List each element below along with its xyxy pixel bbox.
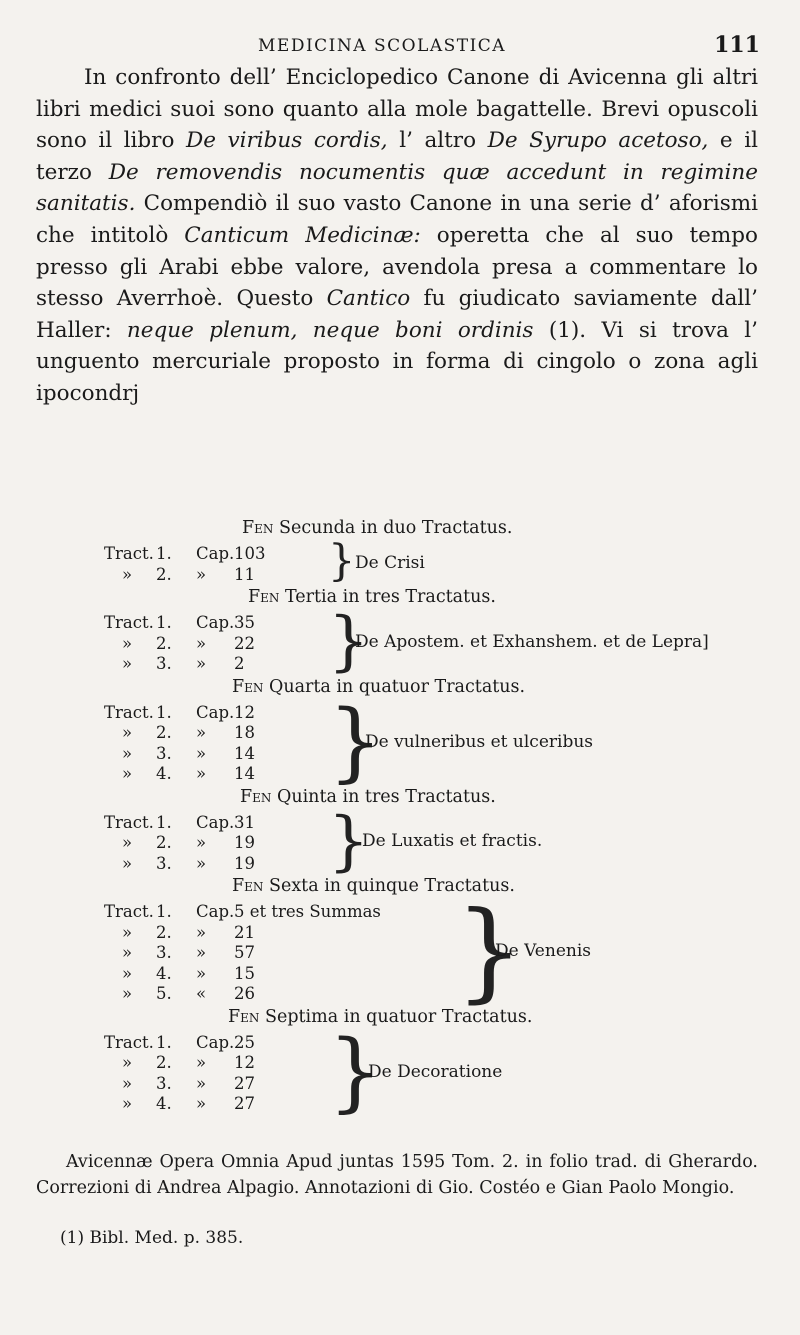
fen-title-text: Quinta in tres Tractatus. (271, 786, 496, 807)
fen-topic: De Decoratione (368, 1061, 503, 1082)
fen-title-text: Sexta in quinque Tractatus. (263, 876, 515, 896)
tract-number: 5. (156, 984, 172, 1003)
cap-label: » (196, 564, 207, 584)
tractatus-row (122, 764, 255, 783)
text-segment: e il terzo (36, 128, 758, 185)
fen-word: Fen (240, 786, 272, 807)
tract-label: Tract. (104, 702, 154, 722)
fen-title-text: Septima in quatuor Tractatus. (259, 1006, 533, 1027)
cap-label: » (196, 943, 207, 962)
edition-note-text: Avicennæ Opera Omnia Apud juntas 1595 Tom. 2. in folio trad. di Gherardo. Correzioni di Andrea Alpagio. Annotazioni di Gio. Costéo e Gian Paolo Mongio. (36, 1152, 758, 1198)
curly-brace-icon: } (328, 803, 370, 879)
cap-label: Cap. (196, 544, 235, 563)
haller-quotation: neque plenum, neque boni ordinis (126, 317, 534, 343)
cap-count: 31 (234, 812, 255, 832)
tract-number: 3. (156, 1073, 172, 1093)
cap-count: 25 (234, 1032, 255, 1052)
cap-count: 2 (234, 654, 245, 673)
cap-count: 14 (234, 764, 255, 783)
cap-label: » (196, 833, 207, 852)
fen-topic: De Luxatis et fractis. (362, 831, 543, 852)
cap-label: » (196, 764, 207, 783)
cap-count: 14 (234, 743, 255, 763)
cap-count: 18 (234, 723, 255, 742)
tract-number: 4. (156, 963, 172, 983)
tract-label: » (122, 1053, 133, 1072)
tract-label: Tract. (104, 812, 154, 832)
text-segment: In confronto dell’ Enciclopedico Canone di Avicenna gli altri libri medici suoi sono quanto alla mole bagattelle. Brevi opuscoli sono il libro (36, 65, 758, 154)
tractatus-row (104, 902, 381, 921)
cap-count: 12 (234, 702, 255, 722)
tract-label: » (122, 1073, 133, 1093)
tract-number: 3. (156, 943, 172, 962)
curly-brace-icon: } (328, 1021, 383, 1122)
tract-label: » (122, 764, 133, 783)
cap-count: 15 (234, 963, 255, 983)
cap-label: « (196, 984, 207, 1003)
cap-count: 35 (234, 613, 255, 632)
tract-number: 1. (156, 702, 172, 722)
tractatus-row (104, 1033, 255, 1052)
curly-brace-icon: } (328, 691, 383, 792)
cap-count: 22 (234, 633, 255, 653)
cap-count: 19 (234, 833, 255, 852)
fen-word: Fen (248, 587, 280, 607)
fen-topic: De Venenis (495, 941, 591, 962)
tract-label: » (122, 654, 133, 673)
tract-number: 1. (156, 812, 172, 832)
cap-label: » (196, 1073, 207, 1093)
text-segment: fu giudicato saviamente dall’ Haller: (36, 286, 758, 343)
tractatus-row (122, 723, 255, 742)
cap-count: 12 (234, 1053, 255, 1072)
tractatus-row (122, 634, 255, 653)
tract-number: 2. (156, 833, 172, 852)
curly-brace-icon: } (455, 889, 524, 1014)
running-title: MEDICINA SCOLASTICA (258, 36, 507, 56)
tract-label: » (122, 633, 133, 653)
tract-label: Tract. (104, 544, 154, 563)
cap-count: 19 (234, 853, 255, 873)
fen-word: Fen (232, 876, 264, 896)
tract-label: Tract. (104, 613, 154, 632)
page-number: 111 (714, 32, 760, 58)
tract-label: » (122, 922, 133, 942)
cap-count: 26 (234, 984, 255, 1003)
tract-label: » (122, 564, 133, 584)
cap-label: » (196, 654, 207, 673)
cap-label: » (196, 922, 207, 942)
tract-label: » (122, 984, 133, 1003)
tract-number: 2. (156, 633, 172, 653)
tractatus-row (104, 813, 255, 832)
tractatus-row (104, 703, 255, 722)
title-cantico: Cantico (326, 286, 411, 312)
cap-count: 27 (234, 1094, 255, 1113)
cap-label: » (196, 723, 207, 742)
cap-label: Cap. (196, 812, 235, 832)
title-de-removendis: De removendis nocumentis quæ accedunt in regimine sanitatis. (36, 159, 758, 217)
tractatus-row (122, 1074, 255, 1093)
text-segment: operetta che al suo tempo presso gli Arabi ebbe valore, avendola presa a commentare lo stesso Averrhoè. Questo (36, 222, 758, 312)
tractatus-row (122, 833, 255, 852)
tractatus-row (104, 613, 255, 632)
title-canticum-medicinae: Canticum Medicinæ: (184, 222, 421, 248)
tract-number: 1. (156, 613, 172, 632)
fen-word: Fen (232, 676, 264, 697)
fen-title-text: Quarta in quatuor Tractatus. (263, 676, 526, 697)
fen-title-text: Tertia in tres Tractatus. (279, 587, 496, 607)
tractatus-row (122, 943, 255, 962)
cap-label: » (196, 1053, 207, 1072)
tract-number: 2. (156, 1053, 172, 1072)
curly-brace-icon: } (328, 536, 356, 586)
tract-number: 4. (156, 764, 172, 783)
text-segment: (1). Vi si trova l’ unguento mercuriale proposto in forma di cingolo o zona agli ipocondrj (36, 317, 758, 406)
tract-number: 3. (156, 853, 172, 873)
cap-count: 11 (234, 564, 255, 584)
cap-label: » (196, 963, 207, 983)
tract-label: » (122, 963, 133, 983)
edition-note (36, 1150, 758, 1201)
tractatus-row (122, 964, 255, 983)
tractatus-row (122, 1094, 255, 1113)
fen-title-text: Secunda in duo Tractatus. (273, 518, 513, 538)
tractatus-row (122, 854, 255, 873)
tractatus-row (104, 544, 266, 563)
cap-label: » (196, 743, 207, 763)
title-de-viribus-cordis: De viribus cordis, (185, 128, 388, 154)
tract-number: 1. (156, 902, 172, 921)
tract-number: 3. (156, 743, 172, 763)
tract-number: 2. (156, 922, 172, 942)
tract-label: » (122, 853, 133, 873)
tract-number: 1. (156, 1032, 172, 1052)
fen-title (242, 518, 512, 538)
title-de-syrupo-acetoso: De Syrupo acetoso, (487, 128, 709, 154)
tract-number: 4. (156, 1094, 172, 1113)
fen-word: Fen (242, 518, 274, 538)
cap-count: 103 (234, 544, 266, 563)
cap-label: Cap. (196, 1032, 235, 1052)
cap-label: Cap. (196, 613, 235, 632)
footnote: (1) Bibl. Med. p. 385. (60, 1228, 244, 1248)
tract-number: 3. (156, 654, 172, 673)
fen-word: Fen (228, 1006, 260, 1027)
tract-label: Tract. (104, 1032, 154, 1052)
cap-label: » (196, 633, 207, 653)
fen-topic: De Apostem. et Exhanshem. et de Lepra] (355, 631, 709, 652)
text-segment: Compendiò il suo vasto Canone in una serie d’ aforismi che intitolò (36, 191, 758, 248)
tract-number: 1. (156, 544, 172, 563)
main-paragraph (36, 62, 758, 410)
cap-label: Cap. (196, 902, 235, 921)
tract-number: 2. (156, 723, 172, 742)
tractatus-row (122, 744, 255, 763)
tractatus-row (122, 654, 245, 673)
tractatus-row (122, 923, 255, 942)
tract-number: 2. (156, 564, 172, 584)
tractatus-row (122, 984, 255, 1003)
cap-label: Cap. (196, 702, 235, 722)
tractatus-row (122, 565, 255, 584)
cap-label: » (196, 853, 207, 873)
text-segment: l’ altro (387, 128, 488, 154)
tract-label: » (122, 833, 133, 852)
cap-count: 27 (234, 1073, 255, 1093)
tractatus-row (122, 1053, 255, 1072)
fen-topic: De vulneribus et ulceribus (365, 731, 593, 752)
tract-label: » (122, 1094, 133, 1113)
cap-count: 5 et tres Summas (234, 902, 381, 921)
tract-label: Tract. (104, 902, 154, 921)
cap-count: 57 (234, 943, 255, 962)
fen-title (248, 587, 496, 607)
cap-label: » (196, 1094, 207, 1113)
tract-label: » (122, 723, 133, 742)
tract-label: » (122, 743, 133, 763)
tract-label: » (122, 943, 133, 962)
cap-count: 21 (234, 922, 255, 942)
fen-topic: De Crisi (355, 552, 425, 573)
curly-brace-icon: } (328, 604, 370, 679)
page-header (0, 32, 800, 62)
